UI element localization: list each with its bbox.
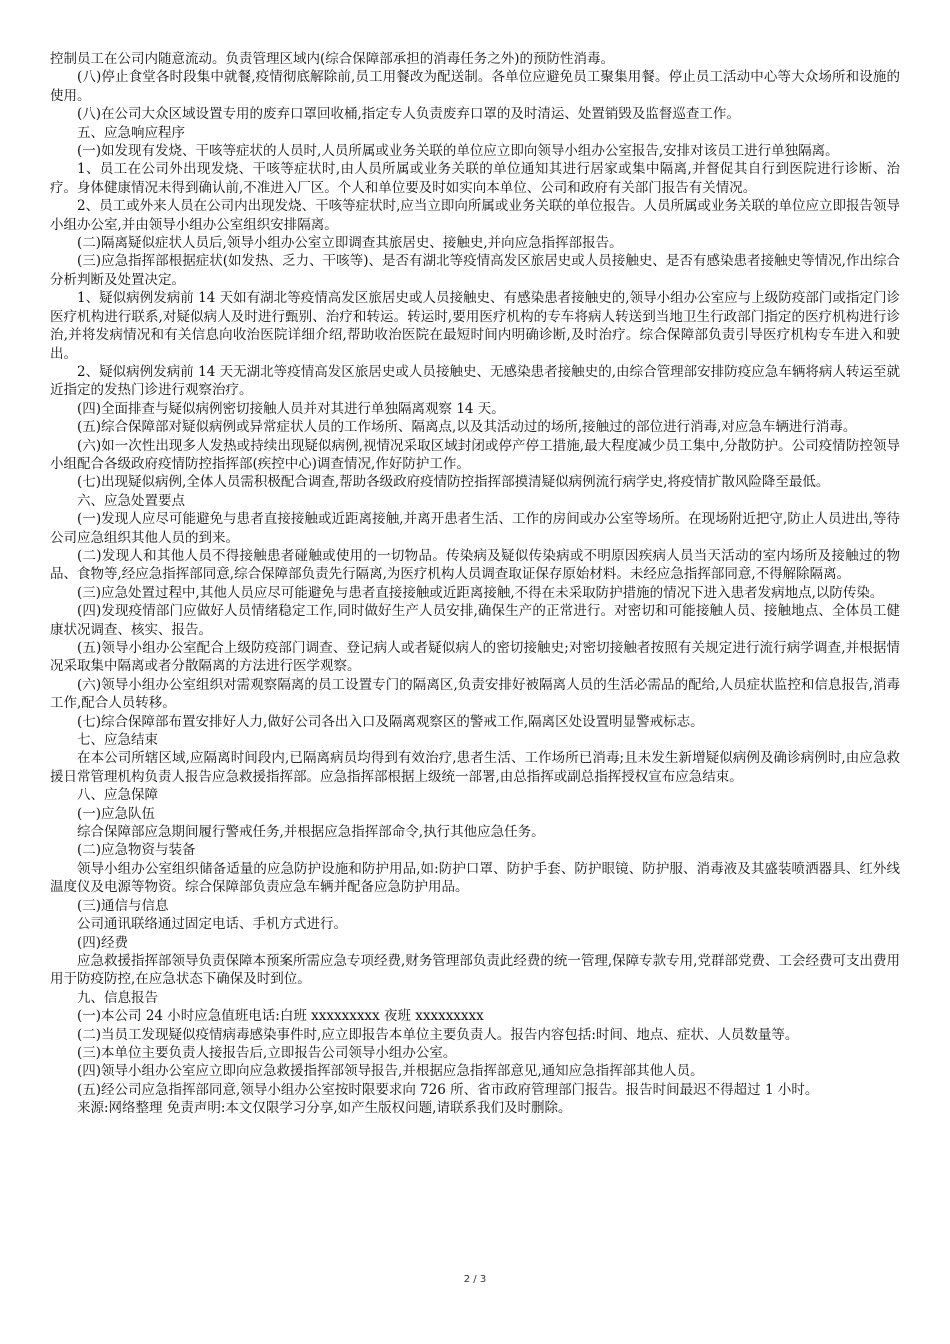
page-number: 2 / 3 — [463, 1274, 487, 1285]
document-body — [50, 50, 900, 1118]
subheading-team: (一)应急队伍 — [77, 805, 156, 822]
paragraph-35: (一)本公司 24 小时应急值班电话:白班 xxxxxxxxx 夜班 xxxxxxxxx — [77, 1008, 484, 1025]
paragraph-33: 应急救援指挥部领导负责保障本预案所需应急专项经费,财务管理部负责此经费的统一管理,保障专款专用,党群部党费、工会经费可支出费用用于防疫防控,在应急状态下确保及时到位。 — [50, 952, 900, 988]
paragraph-5: 1、员工在公司外出现发烧、干咳等症状时,由人员所属或业务关联的单位通知其进行居家或集中隔离,并督促其自行到医院进行诊断、治疗。身体健康情况未得到确认前,不准进入厂区。个人和单位要及时如实向本单位、公司和政府有关部门报告有关情况。 — [50, 161, 900, 196]
paragraph-39: (五)经公司应急指挥部同意,领导小组办公室按时限要求向 726 所、省市政府管理部门报告。报告时间最迟不得超过 1 小时。 — [77, 1081, 819, 1098]
paragraph-1: (八)停止食堂各时段集中就餐,疫情彻底解除前,员工用餐改为配送制。各单位应避免员工聚集用餐。停止员工活动中心等大众场所和设施的使用。 — [50, 69, 900, 104]
paragraph-19: (四)发现疫情部门应做好人员情绪稳定工作,同时做好生产人员安排,确保生产的正常进行。对密切和可能接触人员、接触地点、全体员工健康状况调查、核实、报告。 — [50, 603, 900, 638]
section-heading-8: 八、应急保障 — [77, 787, 158, 804]
paragraph-10: 2、疑似病例发病前 14 天无湖北等疫情高发区旅居史或人员接触史、无感染患者接触史的,由综合管理部安排防疫应急车辆将病人转运至就近指定的发热门诊进行观察治疗。 — [50, 363, 900, 399]
paragraph-0: 控制员工在公司内随意流动。负责管理区域内(综合保障部承担的消毒任务之外)的预防性消毒。 — [50, 51, 615, 67]
source-disclaimer: 来源:网络整理 免责声明:本文仅限学习分享,如产生版权问题,请联系我们及时删除。 — [77, 1100, 572, 1117]
subheading-supplies: (二)应急物资与装备 — [77, 842, 196, 859]
paragraph-37: (三)本单位主要负责人接报告后,立即报告公司领导小组办公室。 — [77, 1044, 457, 1061]
paragraph-16: (一)发现人应尽可能避免与患者直接接触或近距离接触,并离开患者生活、工作的房间或办公室等场所。在现场附近把守,防止人员进出,等待公司应急组织其他人员的到来。 — [50, 511, 900, 546]
paragraph-6: 2、员工或外来人员在公司内出现发烧、干咳等症状时,应当立即向所属或业务关联的单位报告。人员所属或业务关联的单位应立即报告领导小组办公室,并由领导小组办公室组织安排隔离。 — [50, 198, 900, 233]
paragraph-9: 1、疑似病例发病前 14 天如有湖北等疫情高发区旅居史或人员接触史、有感染患者接触史的,领导小组办公室应与上级防疫部门或指定门诊医疗机构进行联系,对疑似病人及时进行甄别、治疗和转运。转运时,要用医疗机构的专车将病人转送到当地卫生行政部门指定的医疗机构进行诊治,并将发病情况和有关信息向收治医院详细介绍,帮助收治医院在最短时间内明确诊断,及时治疗。综合保障部负责引导医疗机构专车进入和驶出。 — [50, 290, 900, 362]
paragraph-4: (一)如发现有发烧、干咳等症状的人员时,人员所属或业务关联的单位应立即向领导小组办公室报告,安排对该员工进行单独隔离。 — [77, 143, 839, 160]
paragraph-27: 综合保障部应急期间履行警戒任务,并根据应急指挥部命令,执行其他应急任务。 — [77, 824, 545, 841]
paragraph-24: 在本公司所辖区域,应隔离时间段内,已隔离病员均得到有效治疗,患者生活、工作场所已消毒;且未发生新增疑似病例及确诊病例时,由应急救援日常管理机构负责人报告应急救援指挥部。应急指挥部根据上级统一部署,由总指挥或副总指挥授权宣布应急结束。 — [50, 750, 900, 785]
paragraph-11: (四)全面排查与疑似病例密切接触人员并对其进行单独隔离观察 14 天。 — [77, 400, 505, 417]
paragraph-18: (三)应急处置过程中,其他人员应尽可能避免与患者直接接触或近距离接触,不得在未采取防护措施的情况下进入患者发病地点,以防传染。 — [77, 584, 884, 601]
section-heading-6: 六、应急处置要点 — [77, 492, 185, 509]
section-heading-9: 九、信息报告 — [77, 989, 158, 1006]
paragraph-13: (六)如一次性出现多人发热或持续出现疑似病例,视情况采取区域封闭或停产停工措施,最大程度减少员工集中,分散防护。公司疫情防控领导小组配合各级政府疫情防控指挥部(疾控中心)调查情况,作好防护工作。 — [50, 437, 900, 472]
subheading-communication: (三)通信与信息 — [77, 897, 169, 914]
paragraph-14: (七)出现疑似病例,全体人员需积极配合调查,帮助各级政府疫情防控指挥部摸清疑似病例流行病学史,将疫情扩散风险降至最低。 — [77, 474, 830, 491]
paragraph-8: (三)应急指挥部根据症状(如发热、乏力、干咳等)、是否有湖北等疫情高发区旅居史或人员接触史、是否有感染患者接触史等情况,作出综合分析判断及处置决定。 — [50, 253, 900, 288]
paragraph-17: (二)发现人和其他人员不得接触患者碰触或使用的一切物品。传染病及疑似传染病或不明原因疾病人员当天活动的室内场所及接触过的物品、食物等,经应急指挥部同意,综合保障部负责先行隔离,为医疗机构人员调查取证保存原始材料。未经应急指挥部同意,不得解除隔离。 — [50, 547, 900, 583]
paragraph-2: (八)在公司大众区域设置专用的废弃口罩回收桶,指定专人负责废弃口罩的及时清运、处置销毁及监督巡查工作。 — [77, 106, 740, 123]
paragraph-7: (二)隔离疑似症状人员后,领导小组办公室立即调查其旅居史、接触史,并向应急指挥部报告。 — [77, 235, 623, 252]
paragraph-36: (二)当员工发现疑似疫情病毒感染事件时,应立即报告本单位主要负责人。报告内容包括:时间、地点、症状、人员数量等。 — [77, 1026, 799, 1043]
subheading-funding: (四)经费 — [77, 934, 129, 951]
paragraph-20: (五)领导小组办公室配合上级防疫部门调查、登记病人或者疑似病人的密切接触史;对密切接触者按照有关规定进行流行病学调查,并根据情况采取集中隔离或者分散隔离的方法进行医学观察。 — [50, 640, 900, 675]
section-heading-5: 五、应急响应程序 — [77, 124, 185, 141]
paragraph-22: (七)综合保障部布置安排好人力,做好公司各出入口及隔离观察区的警戒工作,隔离区处设置明显警戒标志。 — [77, 713, 704, 730]
paragraph-21: (六)领导小组办公室组织对需观察隔离的员工设置专门的隔离区,负责安排好被隔离人员的生活必需品的配给,人员症状监控和信息报告,消毒工作,配合人员转移。 — [50, 676, 900, 712]
paragraph-12: (五)综合保障部对疑似病例或异常症状人员的工作场所、隔离点,以及其活动过的场所,接触过的部位进行消毒,对应急车辆进行消毒。 — [77, 419, 857, 436]
paragraph-29: 领导小组办公室组织储备适量的应急防护设施和防护用品,如:防护口罩、防护手套、防护眼镜、防护服、消毒液及其盛装喷洒器具、红外线温度仪及电源等物资。综合保障部负责应急车辆并配备应急防护用品。 — [50, 860, 900, 896]
paragraph-38: (四)领导小组办公室应立即向应急救援指挥部领导报告,并根据应急指挥部意见,通知应急指挥部其他人员。 — [77, 1063, 704, 1080]
paragraph-31: 公司通讯联络通过固定电话、手机方式进行。 — [77, 916, 347, 933]
section-heading-7: 七、应急结束 — [77, 732, 158, 749]
